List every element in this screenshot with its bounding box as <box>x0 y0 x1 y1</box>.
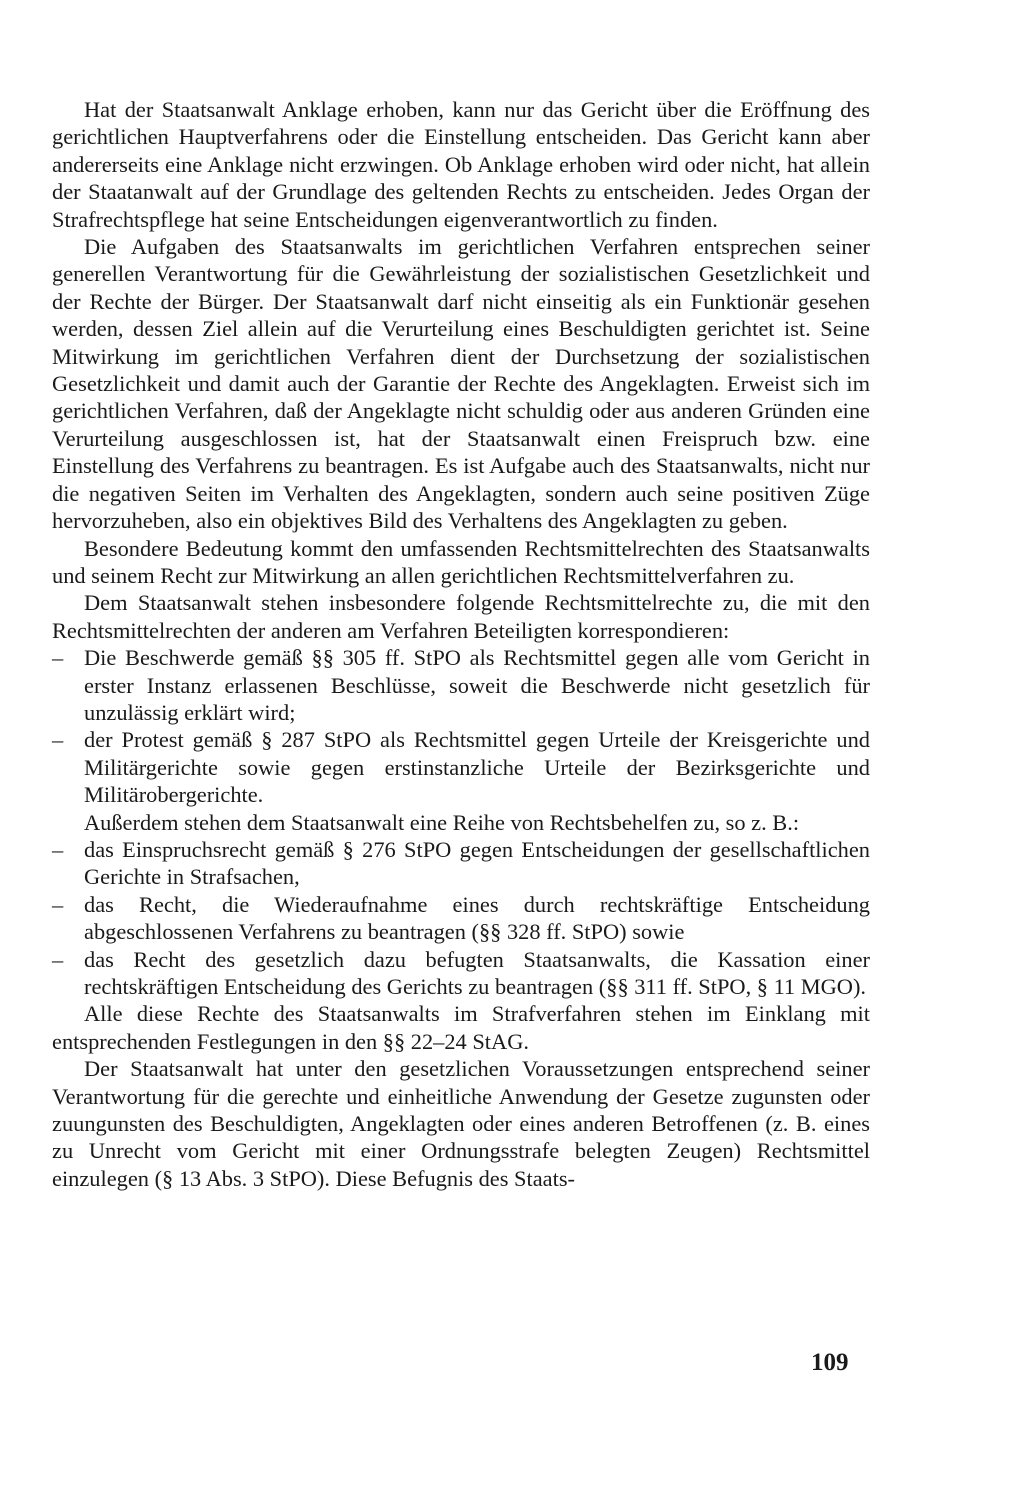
page-body <box>52 96 870 1192</box>
list-dash: – <box>52 645 64 671</box>
list-item-text: Die Beschwerde gemäß §§ 305 ff. StPO als Rechtsmittel gegen alle vom Gericht in erster Instanz erlassenen Beschlüsse, soweit die Beschwerde nicht gesetzlich für unzulässig erklärt wird; <box>84 645 870 725</box>
list-item <box>52 946 870 1001</box>
list-dash: – <box>52 727 64 753</box>
list-item-text: das Einspruchsrecht gemäß § 276 StPO gegen Entscheidungen der gesellschaftlichen Gerichte in Strafsachen, <box>84 836 870 890</box>
legal-aids-list <box>52 836 870 1000</box>
paragraph: Die Aufgaben des Staatsanwalts im gerichtlichen Verfahren entsprechen seiner generellen Verantwortung für die Gewährleistung der sozialistischen Gesetzlichkeit und der Rechte der Bürger. Der Staatsanwalt darf nicht einseitig als ein Funktionär gesehen werden, dessen Ziel allein auf die Verurteilung eines Beschuldigten gerichtet ist. Seine Mitwirkung im gerichtlichen Verfahren dient der Durchsetzung der sozialistischen Gesetzlichkeit und damit auch der Garantie der Rechte des Angeklagten. Erweist sich im gerichtlichen Verfahren, daß der Angeklagte nicht schuldig oder aus anderen Gründen eine Verurteilung ausgeschlossen ist, hat der Staatsanwalt einen Freispruch bzw. eine Einstellung des Verfahrens zu beantragen. Es ist Aufgabe auch des Staatsanwalts, nicht nur die negativen Seiten im Verhalten des Angeklagten, sondern auch seine positiven Züge hervorzuheben, also ein objektives Bild des Verhaltens des Angeklagten zu geben. <box>52 234 870 534</box>
list-dash: – <box>52 891 64 917</box>
list-item-text: der Protest gemäß § 287 StPO als Rechtsmittel gegen Urteile der Kreisgerichte und Militärgerichte sowie gegen erstinstanzliche Urteile der Bezirksgerichte und Militärobergerichte. <box>84 727 870 808</box>
list-dash: – <box>52 836 64 862</box>
list-item <box>52 726 870 808</box>
list-dash: – <box>52 946 64 972</box>
paragraph: Hat der Staatsanwalt Anklage erhoben, kann nur das Gericht über die Eröffnung des gerichtlichen Hauptverfahrens oder die Einstellung entscheiden. Das Gericht kann aber andererseits eine Anklage nicht erzwingen. Ob Anklage erhoben wird oder nicht, hat allein der Staatanwalt auf der Grundlage des geltenden Rechts zu entscheiden. Jedes Organ der Strafrechtspflege hat seine Entscheidungen eigenverantwortlich zu finden. <box>52 97 870 232</box>
paragraph: Außerdem stehen dem Staatsanwalt eine Reihe von Rechtsbehelfen zu, so z. B.: <box>84 809 800 835</box>
paragraph: Der Staatsanwalt hat unter den gesetzlichen Voraussetzungen entsprechend seiner Verantwortung für die gerechte und einheitliche Anwendung der Gesetze zugunsten oder zuungunsten des Beschuldigten, Angeklagten oder eines anderen Betroffenen (z. B. eines zu Unrecht vom Gericht mit einer Ordnungsstrafe belegten Zeugen) Rechtsmittel einzulegen (§ 13 Abs. 3 StPO). Diese Befugnis des Staats- <box>52 1056 870 1191</box>
paragraph: Dem Staatsanwalt stehen insbesondere folgende Rechtsmittelrechte zu, die mit den Rechtsmittelrechten der anderen am Verfahren Beteiligten korrespondieren: <box>52 590 870 643</box>
legal-remedies-list <box>52 644 870 808</box>
list-item <box>52 891 870 946</box>
list-item <box>52 644 870 726</box>
list-item <box>52 836 870 891</box>
list-item-text: das Recht, die Wiederaufnahme eines durch rechtskräftige Entscheidung abgeschlossenen Verfahrens zu beantragen (§§ 328 ff. StPO) sowie <box>84 891 870 945</box>
list-item-text: das Recht des gesetzlich dazu befugten Staatsanwalts, die Kassation einer rechtskräftigen Entscheidung des Gerichts zu beantragen (§§ 311 ff. StPO, § 11 MGO). <box>84 946 870 999</box>
paragraph: Besondere Bedeutung kommt den umfassenden Rechtsmittelrechten des Staatsanwalts und seinem Recht zur Mitwirkung an allen gerichtlichen Rechtsmittelverfahren zu. <box>52 535 870 588</box>
page-number: 109 <box>811 1349 849 1376</box>
paragraph: Alle diese Rechte des Staatsanwalts im Strafverfahren stehen im Einklang mit entsprechenden Festlegungen in den §§ 22–24 StAG. <box>52 1001 870 1054</box>
